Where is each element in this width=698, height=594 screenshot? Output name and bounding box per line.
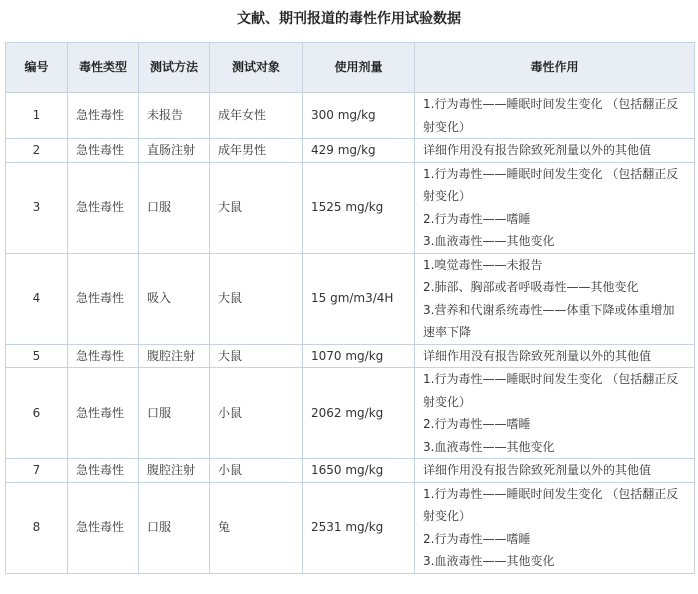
cell-type: 急性毒性 [68,368,139,459]
cell-effects [415,459,695,483]
cell-num: 2 [6,139,68,163]
cell-method: 腹腔注射 [139,459,210,483]
effect-line: 2.行为毒性——嗜睡 [423,531,531,546]
effect-line: 2.行为毒性——嗜睡 [423,211,531,226]
cell-subject: 大鼠 [210,344,303,368]
cell-type: 急性毒性 [68,344,139,368]
cell-effects [415,482,695,573]
cell-subject: 大鼠 [210,162,303,253]
header-type: 毒性类型 [68,43,139,93]
cell-type: 急性毒性 [68,139,139,163]
effect-line: 2.肺部、胸部或者呼吸毒性——其他变化 [423,280,639,294]
cell-method: 未报告 [139,93,210,139]
cell-method: 口服 [139,368,210,459]
effect-line: 3.血液毒性——其他变化 [423,439,555,454]
cell-dose: 1525 mg/kg [303,162,415,253]
cell-dose: 2531 mg/kg [303,482,415,573]
table-row [6,368,695,459]
effect-line: 详细作用没有报告除致死剂量以外的其他值 [423,143,652,157]
toxicity-table [5,42,695,574]
cell-method: 吸入 [139,253,210,344]
cell-dose: 429 mg/kg [303,139,415,163]
cell-type: 急性毒性 [68,253,139,344]
cell-num: 6 [6,368,68,459]
effect-line: 3.血液毒性——其他变化 [423,234,555,248]
cell-type: 急性毒性 [68,162,139,253]
header-effects: 毒性作用 [415,43,695,93]
cell-effects [415,162,695,253]
table-row [6,93,695,139]
effect-line: 详细作用没有报告除致死剂量以外的其他值 [423,463,652,477]
header-row [6,43,695,93]
cell-effects [415,253,695,344]
table-row [6,139,695,163]
cell-dose: 2062 mg/kg [303,368,415,459]
cell-method: 口服 [139,482,210,573]
effect-line: 详细作用没有报告除致死剂量以外的其他值 [423,348,652,363]
table-row [6,344,695,368]
cell-dose: 15 gm/m3/4H [303,253,415,344]
table-row [6,253,695,344]
table-body [6,93,695,574]
cell-subject: 小鼠 [210,368,303,459]
cell-method: 口服 [139,162,210,253]
cell-effects [415,344,695,368]
table-row [6,482,695,573]
cell-effects [415,93,695,139]
cell-method: 直肠注射 [139,139,210,163]
effect-line: 2.行为毒性——嗜睡 [423,417,531,431]
cell-subject: 成年女性 [210,93,303,139]
table-row [6,162,695,253]
cell-type: 急性毒性 [68,459,139,483]
effect-line: 1.行为毒性——睡眠时间发生变化 （包括翻正反射变化） [423,97,679,134]
effect-line: 1.行为毒性——睡眠时间发生变化 （包括翻正反射变化） [423,486,679,523]
cell-num: 5 [6,344,68,368]
cell-subject: 大鼠 [210,253,303,344]
effect-line: 1.行为毒性——睡眠时间发生变化 （包括翻正反射变化） [423,372,679,409]
cell-subject: 兔 [210,482,303,573]
effect-line: 1.行为毒性——睡眠时间发生变化 （包括翻正反射变化） [423,166,679,203]
cell-type: 急性毒性 [68,482,139,573]
table-title: 文献、期刊报道的毒性作用试验数据 [237,11,461,27]
cell-num: 4 [6,253,68,344]
header-method: 测试方法 [139,43,210,93]
cell-type: 急性毒性 [68,93,139,139]
cell-effects [415,368,695,459]
cell-dose: 300 mg/kg [303,93,415,139]
header-dose: 使用剂量 [303,43,415,93]
cell-num: 7 [6,459,68,483]
cell-effects [415,139,695,163]
effect-line: 3.营养和代谢系统毒性——体重下降或体重增加速率下降 [423,302,675,339]
cell-subject: 小鼠 [210,459,303,483]
cell-num: 1 [6,93,68,139]
cell-dose: 1070 mg/kg [303,344,415,368]
header-num: 编号 [6,43,68,93]
effect-line: 1.嗅觉毒性——未报告 [423,257,543,272]
effect-line: 3.血液毒性——其他变化 [423,554,555,568]
header-subject: 测试对象 [210,43,303,93]
cell-subject: 成年男性 [210,139,303,163]
cell-method: 腹腔注射 [139,344,210,368]
table-row [6,459,695,483]
cell-dose: 1650 mg/kg [303,459,415,483]
cell-num: 3 [6,162,68,253]
cell-num: 8 [6,482,68,573]
